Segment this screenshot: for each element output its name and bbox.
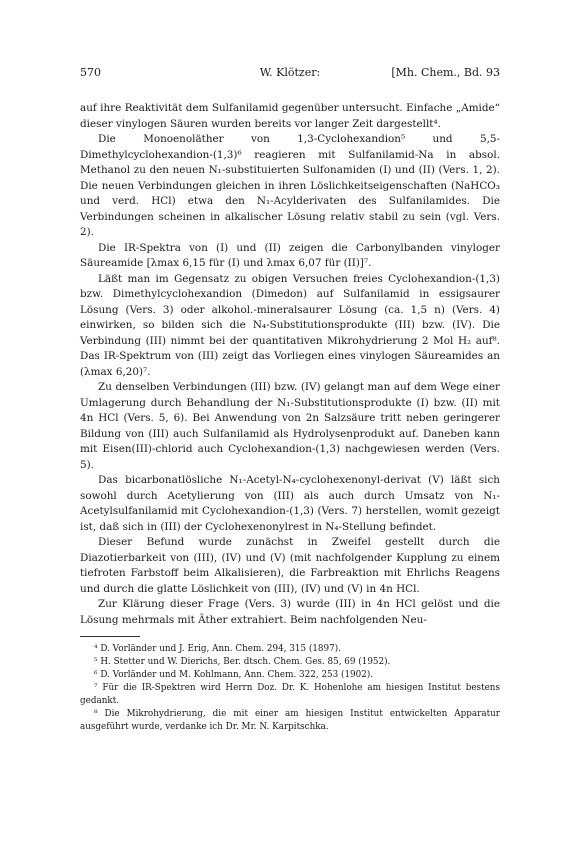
running-author: W. Klötzer: — [259, 66, 321, 79]
paragraph: auf ihre Reaktivität dem Sulfanilamid gegenüber untersucht. Einfache „Amide“ dieser vinylogen Säuren wurden bereits vor langer Zeit dargestellt⁴. — [80, 102, 500, 130]
paragraph: Zu denselben Verbindungen (III) bzw. (IV) gelangt man auf dem Wege einer Umlagerung durch Behandlung der N₁-Substitutionsprodukte (I) bzw. (II) mit 4n HCl (Vers. 5, 6). Bei Anwendung von 2n Salzsäure tritt neben geringerer Bildung von (III) auch Sulfanilamid als Hydrolysenprodukt auf. Daneben kann mit Eisen(III)-chlorid auch Cyclohexandion-(1,3) nachgewiesen werden (Vers. 5). — [80, 381, 500, 471]
footnote-divider — [80, 636, 140, 637]
running-header — [80, 66, 500, 79]
journal-reference: [Mh. Chem., Bd. 93 — [391, 66, 500, 79]
paragraph: Das bicarbonatlösliche N₁-Acetyl-N₄-cyclohexenonyl-derivat (V) läßt sich sowohl durch Acetylierung von (III) als auch durch Umsatz von N₁-Acetylsulfanilamid mit Cyclohexandion-(1,3) (Vers. 7) herstellen, womit gezeigt ist, daß sich in (III) der Cyclohexenonylrest in N₄-Stellung befindet. — [80, 474, 500, 533]
body-text — [80, 101, 500, 628]
paragraph: Läßt man im Gegensatz zu obigen Versuchen freies Cyclohexandion-(1,3) bzw. Dimethylcyclohexandion (Dimedon) auf Sulfanilamid in essigsaurer Lösung (Vers. 3) oder alkohol.-mineralsaurer Lösung (ca. 1,5 n) (Vers. 4) einwirken, so bilden sich die N₄-Substitutionsprodukte (III) bzw. (IV). Die Verbindung (III) nimmt bei der quantitativen Mikrohydrierung 2 Mol H₂ auf⁸. Das IR-Spektrum von (III) zeigt das Vorliegen eines vinylogen Säureamides an (λmax 6,20)⁷. — [80, 272, 500, 378]
footnote: ⁶ D. Vorländer und M. Kohlmann, Ann. Chem. 322, 253 (1902). — [94, 670, 374, 680]
page — [80, 66, 500, 734]
paragraph: Dieser Befund wurde zunächst in Zweifel gestellt durch die Diazotierbarkeit von (III), (IV) und (V) (mit nachfolgender Kupplung zu einem tiefroten Farbstoff beim Alkalisieren), die Farbreaktion mit Ehrlichs Reagens und durch die glatte Löslichkeit von (III), (IV) und (V) in 4n HCl. — [80, 536, 500, 595]
paragraph: Die IR-Spektra von (I) und (II) zeigen die Carbonylbanden vinyloger Säureamide [λmax 6,15 für (I) und λmax 6,07 für (II)]⁷. — [80, 241, 500, 269]
footnotes — [80, 643, 500, 734]
page-number: 570 — [80, 66, 101, 79]
paragraph: Die Monoenoläther von 1,3-Cyclohexandion⁵ und 5,5-Dimethylcyclohexandion-(1,3)⁶ reagieren mit Sulfanilamid-Na in absol. Methanol zu den neuen N₁-substituierten Sulfonamiden (I) und (II) (Vers. 1, 2). Die neuen Verbindungen gleichen in ihren Löslichkeitseigenschaften (NaHCO₃ und verd. HCl) etwa den N₁-Acylderivaten des Sulfanilamides. Die Verbindungen scheinen in alkalischer Lösung relativ stabil zu sein (vgl. Vers. 2). — [80, 133, 500, 238]
footnote: ⁸ Die Mikrohydrierung, die mit einer am hiesigen Institut entwickelten Apparatur ausgeführt wurde, verdanke ich Dr. Mr. N. Karpitschka. — [80, 709, 500, 732]
footnote: ⁴ D. Vorländer und J. Erig, Ann. Chem. 294, 315 (1897). — [94, 644, 341, 654]
footnote: ⁷ Für die IR-Spektren wird Herrn Doz. Dr. K. Hohenlohe am hiesigen Institut bestens gedankt. — [80, 683, 500, 706]
paragraph: Zur Klärung dieser Frage (Vers. 3) wurde (III) in 4n HCl gelöst und die Lösung mehrmals mit Äther extrahiert. Beim nachfolgenden Neu- — [80, 598, 500, 626]
footnote: ⁵ H. Stetter und W. Dierichs, Ber. dtsch. Chem. Ges. 85, 69 (1952). — [94, 657, 391, 667]
